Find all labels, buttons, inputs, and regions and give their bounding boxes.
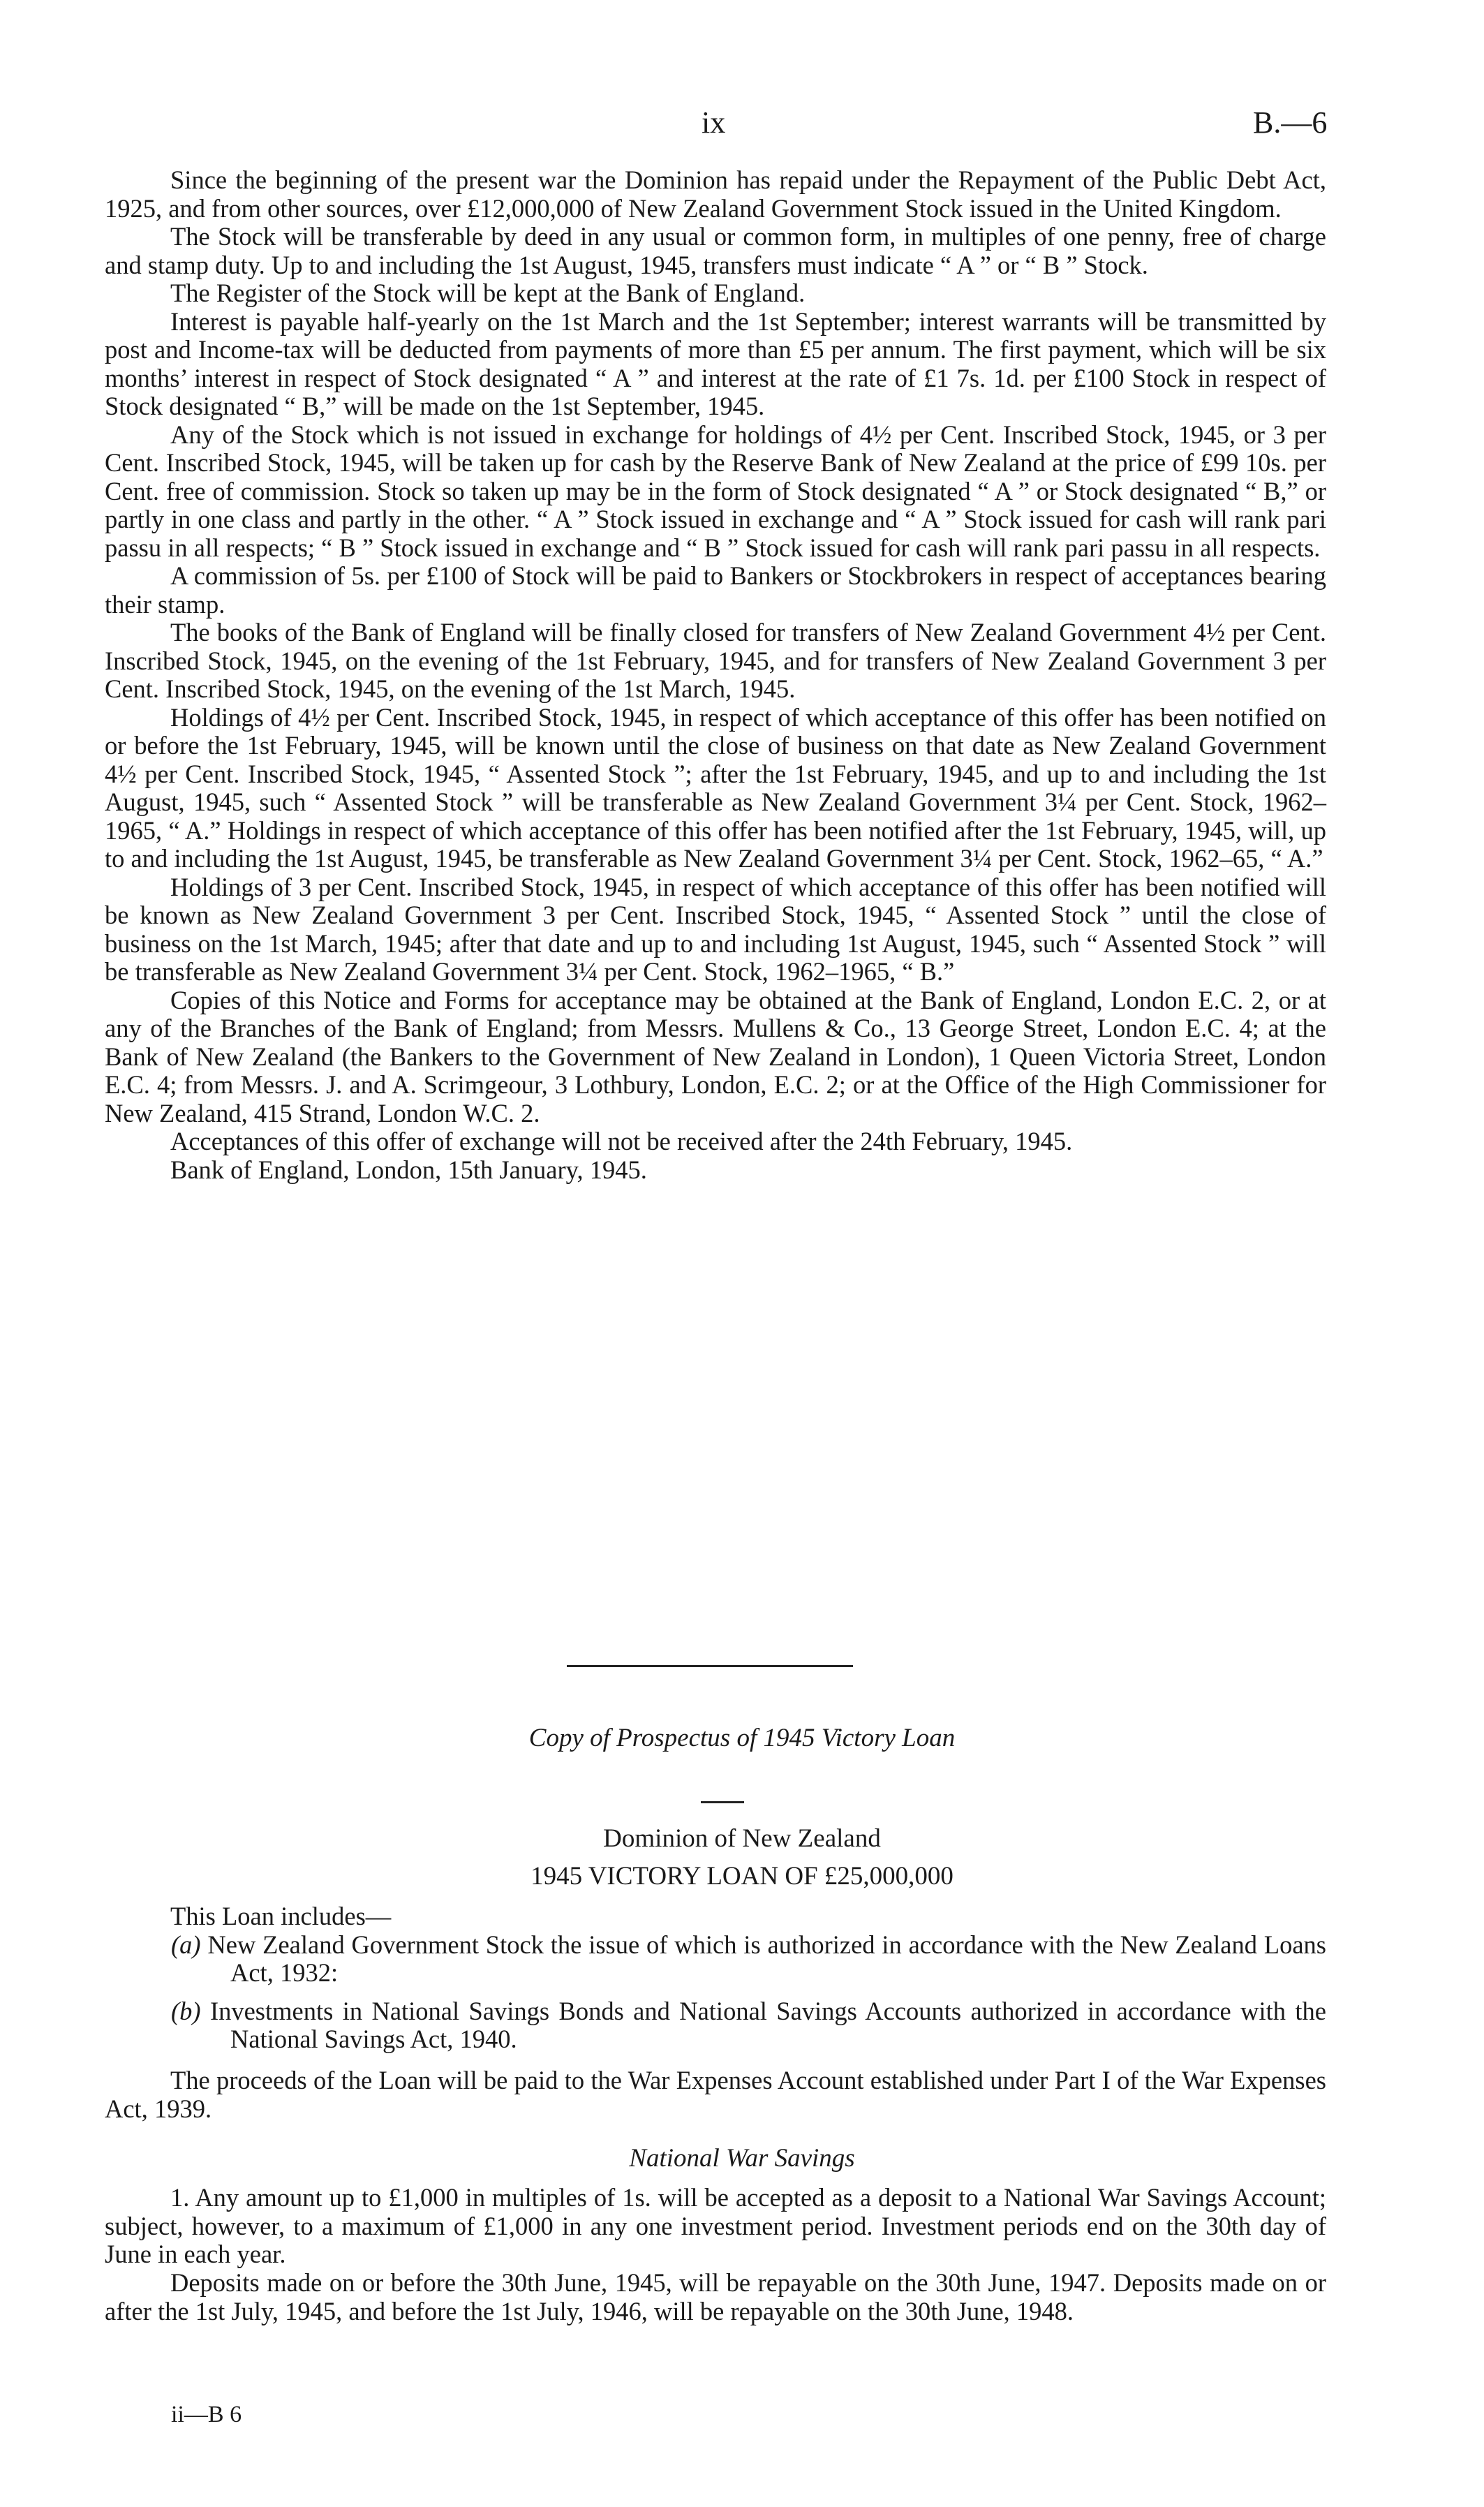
section-divider xyxy=(567,1665,853,1667)
paragraph: Holdings of 3 per Cent. Inscribed Stock, 1945, in respect of which acceptance of this offer has been notified will be known as New Zealand Government 3 per Cent. Inscribed Stock, 1945, “ Assented Stock ” until the close of business on the 1st March, 1945; after that date and up to and including 1st August, 1945, such “ Assented Stock ” will be transferable as New Zealand Government 3¼ per Cent. Stock, 1962–1965, “ B.” xyxy=(105,872,1326,986)
paragraph: The Register of the Stock will be kept at the Bank of England. xyxy=(170,279,806,307)
prospectus-heading: Copy of Prospectus of 1945 Victory Loan xyxy=(528,1724,956,1752)
loan-includes xyxy=(105,1902,1326,2054)
list-item xyxy=(171,1996,1326,2054)
list-item xyxy=(171,1930,1327,1988)
scan-artifact xyxy=(984,2443,1166,2455)
paragraph: The Stock will be transferable by deed in any usual or common form, in multiples of one penny, free of charge and stamp duty. Up to and including the 1st August, 1945, transfers must indicate “ A ” or “ B ” Stock. xyxy=(105,222,1326,279)
paragraph: A commission of 5s. per £100 of Stock will be paid to Bankers or Stockbrokers in respect of acceptances bearing their stamp. xyxy=(105,561,1326,619)
item-label: (b) xyxy=(171,1996,201,2025)
signoff: Bank of England, London, 15th January, 1945. xyxy=(170,1155,647,1184)
notice-body xyxy=(105,166,1326,1184)
page-folio: ix xyxy=(702,105,726,140)
item-text: New Zealand Government Stock the issue of which is authorized in accordance with the New Zealand Loans Act, 1932: xyxy=(207,1930,1327,1987)
proceeds-paragraph: The proceeds of the Loan will be paid to the War Expenses Account established under Part I of the War Expenses Act, 1939. xyxy=(105,2066,1326,2123)
paragraph: Copies of this Notice and Forms for acceptance may be obtained at the Bank of England, London E.C. 2, or at any of the Branches of the Bank of England; from Messrs. Mullens & Co., 13 George Street, London E.C. 4; at the Bank of New Zealand (the Bankers to the Government of New Zealand in London), 1 Queen Victoria Street, London E.C. 4; from Messrs. J. and A. Scrimgeour, 3 Lothbury, London, E.C. 2; or at the Office of the High Commissioner for New Zealand, 415 Strand, London W.C. 2. xyxy=(105,985,1326,1127)
nws-heading: National War Savings xyxy=(629,2144,855,2173)
item-label: (a) xyxy=(171,1930,201,1959)
paragraph: Acceptances of this offer of exchange will not be received after the 24th February, 1945. xyxy=(170,1127,1073,1155)
nws-paragraph: Deposits made on or before the 30th June, 1945, will be repayable on the 30th June, 1947. Deposits made on or after the 1st July, 1945, and before the 1st July, 1946, will be repayable on the 30th June, 1948. xyxy=(105,2268,1326,2325)
heading-rule xyxy=(701,1801,744,1803)
document-reference: B.—6 xyxy=(1253,105,1328,140)
loan-title: 1945 VICTORY LOAN OF £25,000,000 xyxy=(530,1862,954,1891)
printer-signature: ii—B 6 xyxy=(171,2402,242,2427)
paragraph: Any of the Stock which is not issued in exchange for holdings of 4½ per Cent. Inscribed Stock, 1945, or 3 per Cent. Inscribed Stock, 1945, will be taken up for cash by the Reserve Bank of New Zealand at the price of £99 10s. per Cent. free of commission. Stock so taken up may be in the form of Stock designated “ A ” or Stock designated “ B,” or partly in one class and partly in the other. “ A ” Stock issued in exchange and “ A ” Stock issued for cash will rank pari passu in all respects; “ B ” Stock issued in exchange and “ B ” Stock issued for cash will rank pari passu in all respects. xyxy=(105,420,1326,562)
scan-artifact xyxy=(1298,2470,1424,2485)
includes-label: This Loan includes— xyxy=(170,1902,392,1930)
paragraph: Since the beginning of the present war the Dominion has repaid under the Repayment of the Public Debt Act, 1925, and from other sources, over £12,000,000 of New Zealand Government Stock issued in the United Kingdom. xyxy=(105,165,1326,223)
item-text: Investments in National Savings Bonds and National Savings Accounts authorized in accordance with the National Savings Act, 1940. xyxy=(209,1996,1326,2053)
paragraph: Interest is payable half-yearly on the 1st March and the 1st September; interest warrants will be transmitted by post and Income-tax will be deducted from payments of more than £5 per annum. The first payment, which will be six months’ interest in respect of Stock designated “ A ” and interest at the rate of £1 7s. 1d. per £100 Stock in respect of Stock designated “ B,” will be made on the 1st September, 1945. xyxy=(105,306,1326,420)
paragraph: Holdings of 4½ per Cent. Inscribed Stock, 1945, in respect of which acceptance of this offer has been notified on or before the 1st February, 1945, will be known until the close of business on that date as New Zealand Government 4½ per Cent. Inscribed Stock, 1945, “ Assented Stock ”; after the 1st February, 1945, and up to and including the 1st August, 1945, such “ Assented Stock ” will be transferable as New Zealand Government 3¼ per Cent. Stock, 1962–1965, “ A.” Holdings in respect of which acceptance of this offer has been notified after the 1st February, 1945, will, up to and including the 1st August, 1945, be transferable as New Zealand Government 3¼ per Cent. Stock, 1962–65, “ A.” xyxy=(105,702,1326,873)
dominion-title: Dominion of New Zealand xyxy=(603,1824,881,1853)
paragraph: The books of the Bank of England will be finally closed for transfers of New Zealand Government 4½ per Cent. Inscribed Stock, 1945, on the evening of the 1st February, 1945, and for transfers of New Zealand Government 3 per Cent. Inscribed Stock, 1945, on the evening of the 1st March, 1945. xyxy=(105,618,1326,703)
nws-paragraph: 1. Any amount up to £1,000 in multiples of 1s. will be accepted as a deposit to a National War Savings Account; subject, however, to a maximum of £1,000 in any one investment period. Investment periods end on the 30th day of June in each year. xyxy=(105,2183,1326,2268)
